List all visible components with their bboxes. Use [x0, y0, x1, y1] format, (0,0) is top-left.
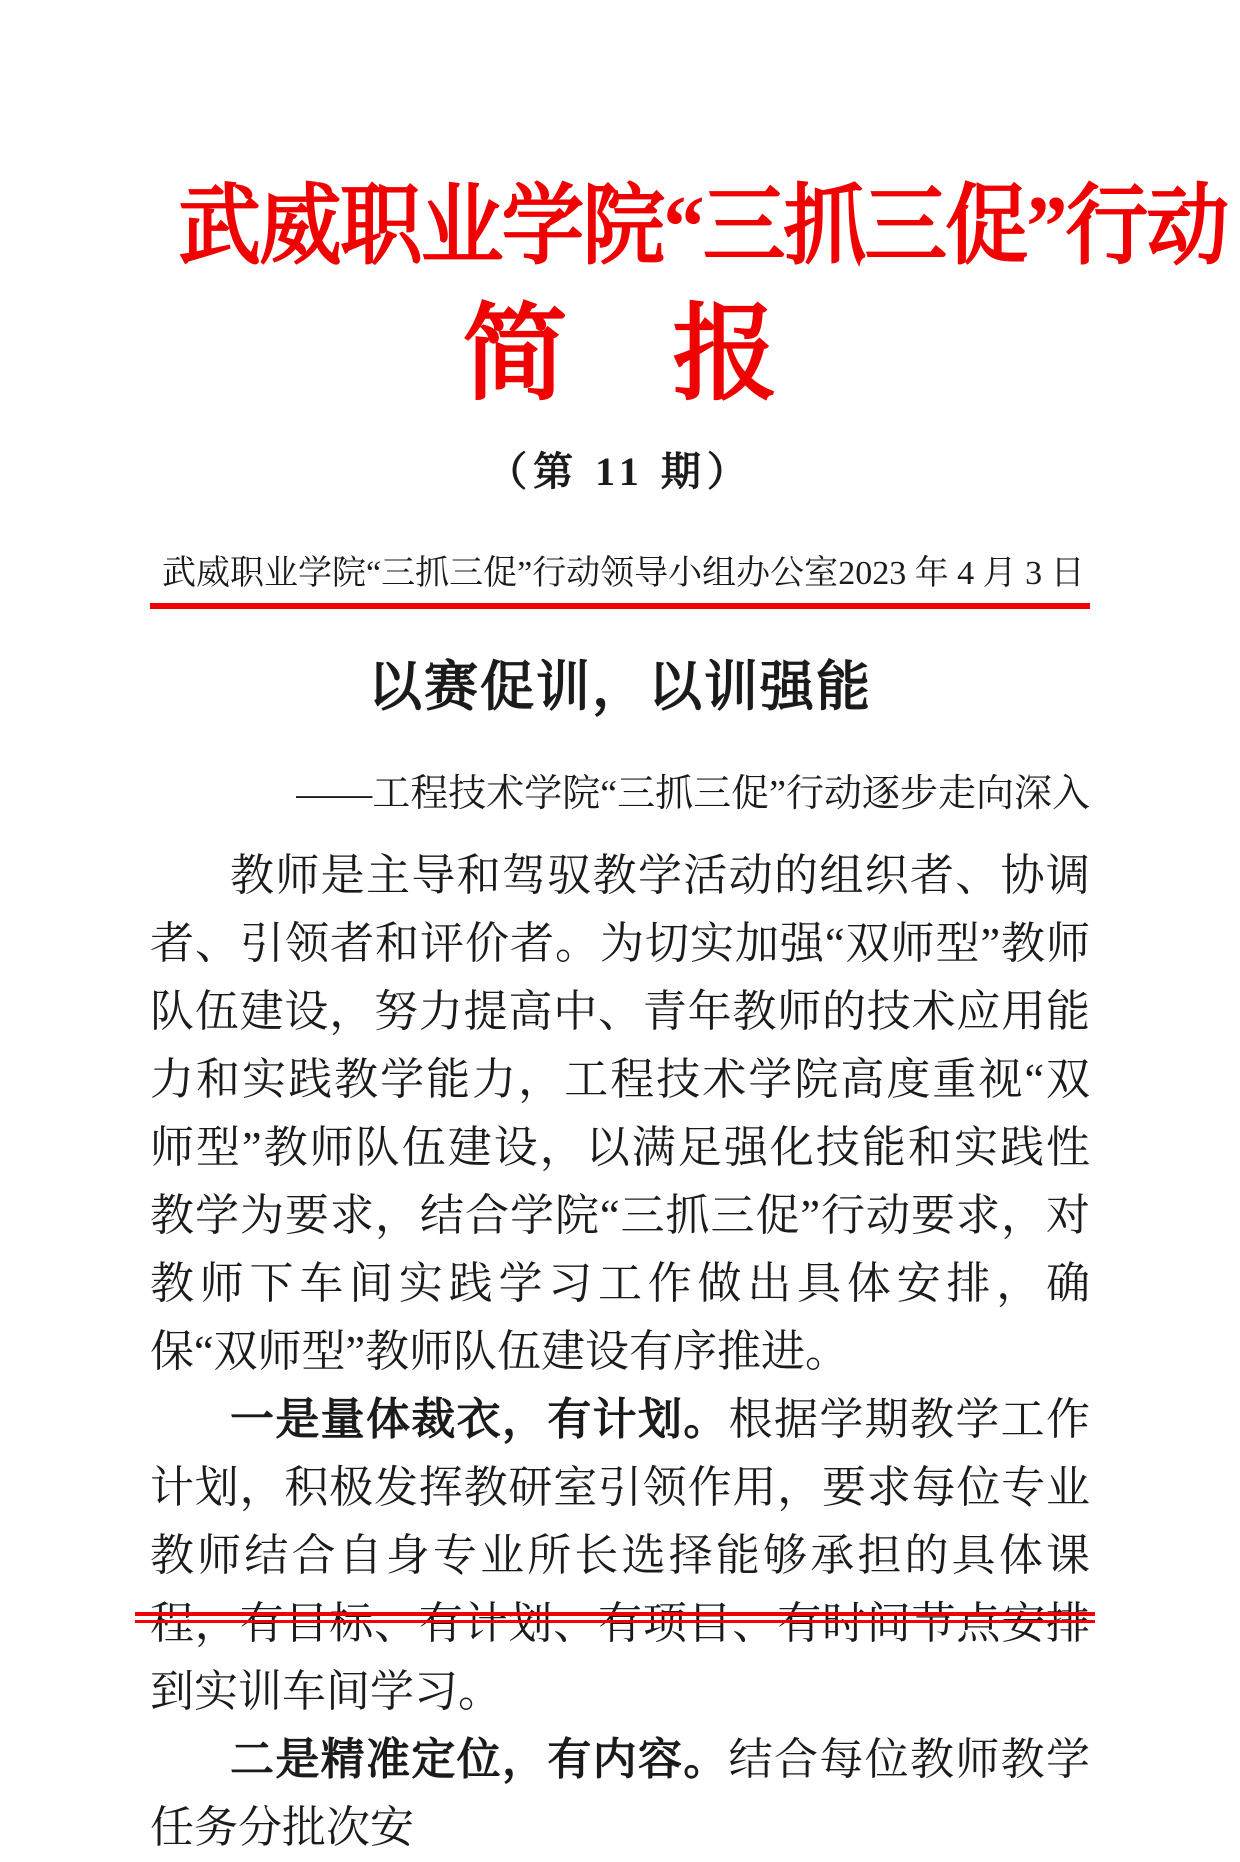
issuing-office: 武威职业学院“三抓三促”行动领导小组办公室: [162, 555, 839, 592]
masthead-title: 武威职业学院“三抓三促”行动: [178, 179, 1228, 276]
paragraph-text: 教师是主导和驾驭教学活动的组织者、协调者、引领者和评价者。为切实加强“双师型”教师队伍建设，努力提高中、青年教师的技术应用能力和实践教学能力，工程技术学院高度重视“双师型”教师队伍建设，以满足强化技能和实践性教学为要求，结合学院“三抓三促”行动要求，对教师下车间实践学习工作做出具体安排，确保“双师型”教师队伍建设有序推进。: [150, 851, 1090, 1376]
bottom-double-rule: [135, 1612, 1095, 1623]
masthead-bulletin-name: 简 报: [462, 296, 778, 413]
paragraph-text: 根据学期教学工作计划，积极发挥教研室引领作用，要求每位专业教师结合自身专业所长选择能够承担的具体课程，有目标、有计划、有项目、有时间节点安排到实训车间学习。: [150, 1395, 1091, 1716]
body-paragraph: [150, 1726, 1090, 1862]
body-paragraph: [150, 842, 1090, 1386]
paragraph-lead: 二是精准定位，有内容。: [230, 1735, 729, 1784]
article-title: 以赛促训，以训强能: [368, 657, 872, 717]
masthead-info-row: [150, 554, 1090, 609]
paragraph-lead: 一是量体裁衣，有计划。: [230, 1395, 729, 1444]
paragraph-text: 结合每位教师教学任务分批次安: [150, 1735, 1091, 1852]
issue-number: （第 11 期）: [487, 449, 753, 494]
article-subtitle: ——工程技术学院“三抓三促”行动逐步走向深入: [296, 773, 1090, 815]
issue-date: 2023 年 4 月 3 日: [838, 555, 1085, 592]
article-body: [150, 842, 1090, 1862]
body-paragraph: [150, 1386, 1090, 1726]
